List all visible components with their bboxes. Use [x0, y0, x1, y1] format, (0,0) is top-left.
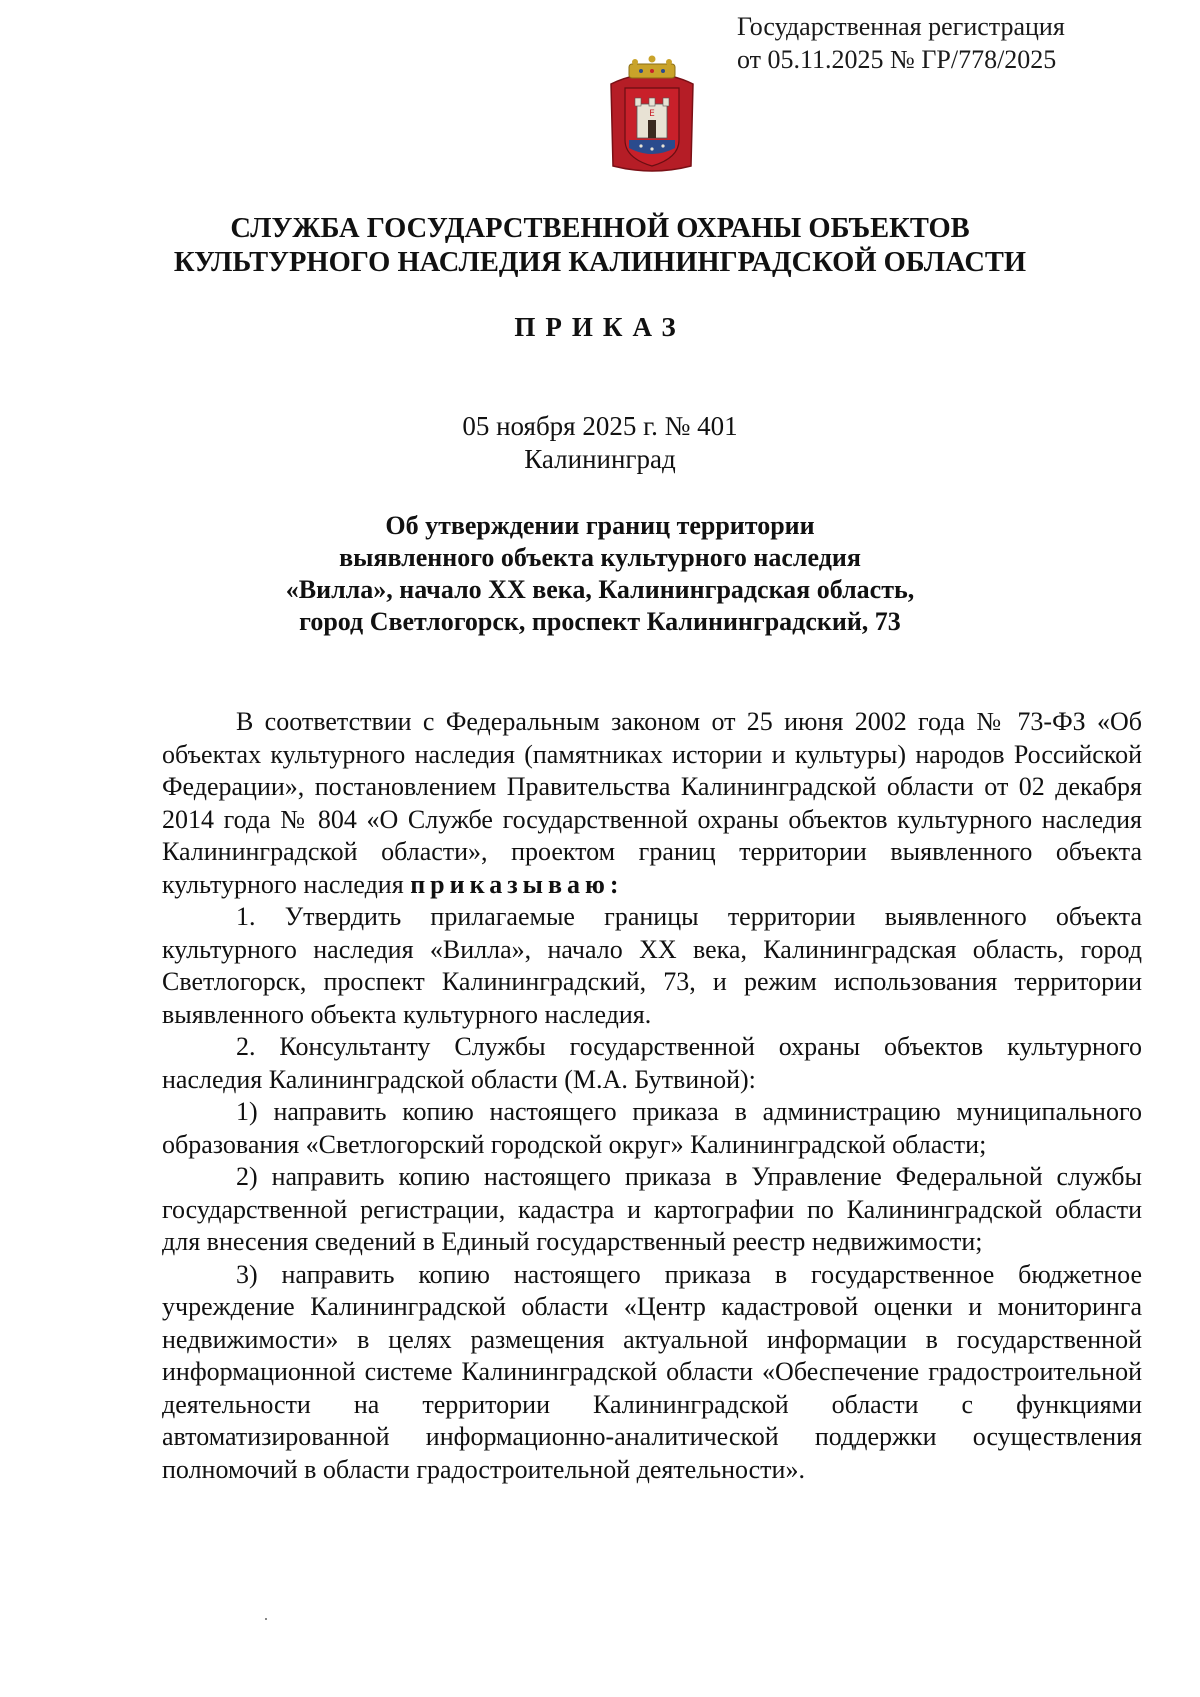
registration-stamp: [737, 10, 1065, 76]
order-subitem-3: 3) направить копию настоящего приказа в государственное бюджетное учреждение Калининградской области «Центр кадастровой оценки и мониторинга недвижимости» в целях размещения актуальной информации в государственной информационной системе Калининградской области «Обеспечение градостроительной деятельности на территории Калининградской области с функциями автоматизированной информационно-аналитической поддержки осуществления полномочий в области градостроительной деятельности».: [162, 1259, 1142, 1484]
svg-text:Е: Е: [649, 109, 655, 119]
order-body: [162, 706, 1142, 1486]
order-date-number: 05 ноября 2025 г. № 401: [462, 411, 738, 441]
document-type-title: ПРИКАЗ: [514, 312, 686, 342]
subject-line-2: выявленного объекта культурного наследия: [339, 543, 861, 572]
order-subject: [0, 510, 1200, 638]
order-item-2: 2. Консультанту Службы государственной охраны объектов культурного наследия Калининградской области (М.А. Бутвиной):: [162, 1032, 1142, 1094]
order-city: Калининград: [524, 444, 676, 474]
agency-name: [0, 212, 1200, 280]
order-subitem-2: 2) направить копию настоящего приказа в Управление Федеральной службы государственной регистрации, кадастра и картографии по Калининградской области для внесения сведений в Единый государственный реестр недвижимости;: [162, 1162, 1142, 1256]
agency-line-2: КУЛЬТУРНОГО НАСЛЕДИЯ КАЛИНИНГРАДСКОЙ ОБЛАСТИ: [173, 247, 1027, 278]
scan-speck: [265, 1618, 267, 1620]
subject-line-3: «Вилла», начало XX века, Калининградская область,: [285, 575, 915, 604]
subject-line-1: Об утверждении границ территории: [385, 511, 815, 540]
order-verb: приказываю:: [410, 869, 624, 899]
kaliningrad-coat-of-arms-icon: [605, 54, 699, 180]
registration-line-2: от 05.11.2025 № ГР/778/2025: [737, 45, 1057, 74]
registration-line-1: Государственная регистрация: [737, 12, 1065, 41]
order-subitem-1: 1) направить копию настоящего приказа в администрацию муниципального образования «Светлогорский городской округ» Калининградской области;: [162, 1097, 1142, 1159]
order-item-1: 1. Утвердить прилагаемые границы территории выявленного объекта культурного наследия «Вилла», начало XX века, Калининградская область, город Светлогорск, проспект Калининградский, 73, и режим использования территории выявленного объекта культурного наследия.: [162, 902, 1142, 1029]
agency-line-1: СЛУЖБА ГОСУДАРСТВЕННОЙ ОХРАНЫ ОБЪЕКТОВ: [230, 213, 970, 244]
date-and-place: [0, 410, 1200, 476]
preamble-text: В соответствии с Федеральным законом от 25 июня 2002 года № 73-ФЗ «Об объектах культурного наследия (памятниках истории и культуры) народов Российской Федерации», постановлением Правительства Калининградской области от 02 декабря 2014 года № 804 «О Службе государственной охраны объектов культурного наследия Калининградской области», проектом границ территории выявленного объекта культурного наследия: [162, 707, 1142, 899]
preamble-paragraph: [162, 706, 1142, 901]
subject-line-4: город Светлогорск, проспект Калининградский, 73: [299, 607, 901, 636]
